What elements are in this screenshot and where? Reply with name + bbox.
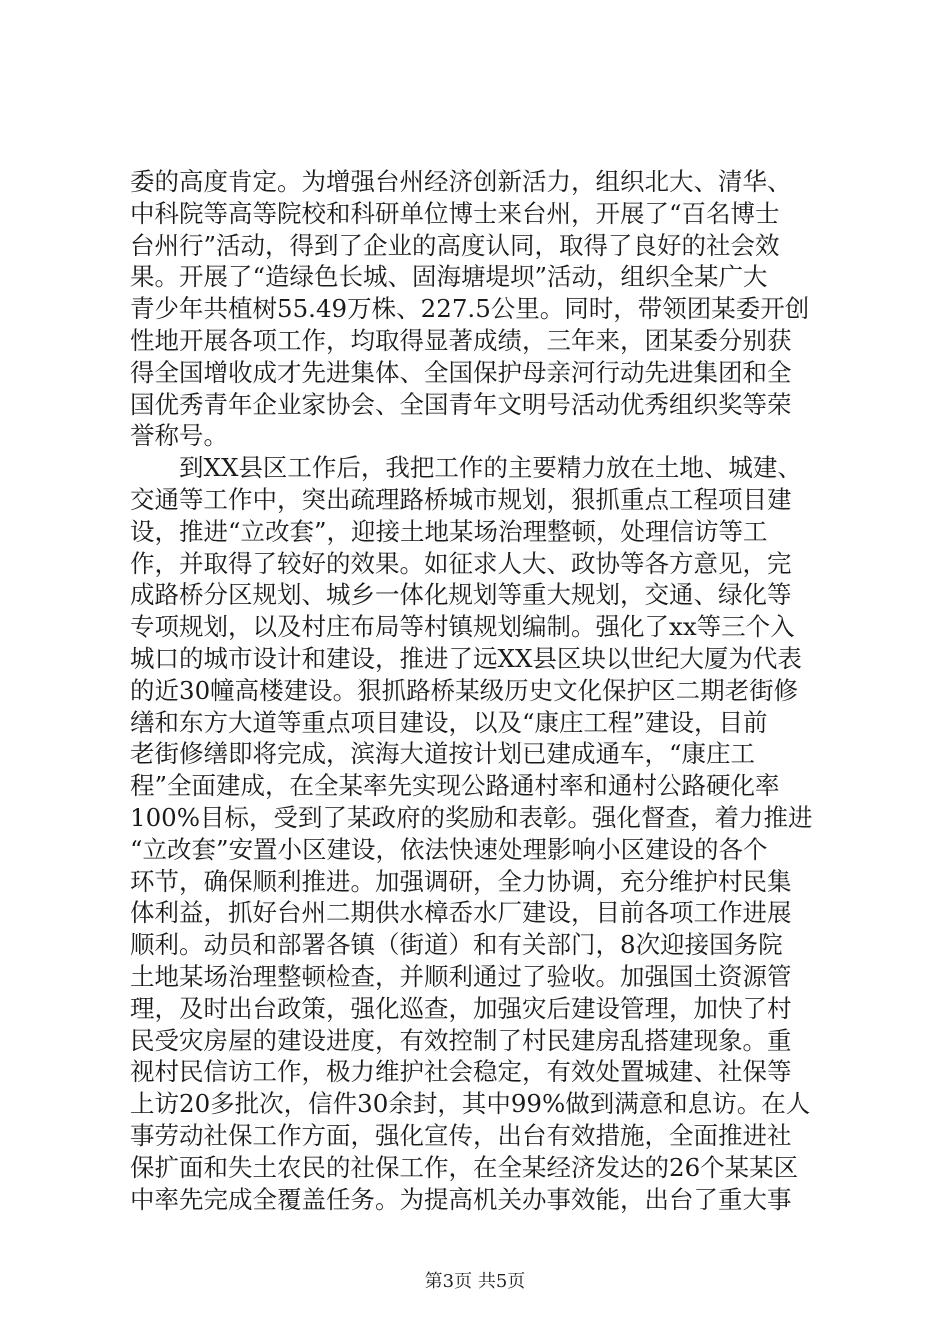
text-line: 得全国增收成才先进集体、全国保护母亲河行动先进集团和全 (130, 357, 792, 387)
text-line: 体利益，抓好台州二期供水樟岙水厂建设，目前各项工作进展 (130, 898, 792, 928)
text-line: 作，并取得了较好的效果。如征求人大、政协等各方意见，完 (130, 548, 792, 578)
text-line: 的近30幢高楼建设。狠抓路桥某级历史文化保护区二期老街修 (130, 675, 799, 705)
text-line: 专项规划，以及村庄布局等村镇规划编制。强化了xx等三个入 (130, 612, 795, 642)
text-line: 誉称号。 (130, 421, 228, 451)
text-line: 成路桥分区规划、城乡一体化规划等重大规划，交通、绿化等 (130, 580, 792, 610)
text-line: 中科院等高等院校和科研单位博士来台州，开展了“百名博士 (130, 198, 780, 228)
text-line: 环节，确保顺利推进。加强调研，全力协调，充分维护村民集 (130, 866, 792, 896)
text-line: 到XX县区工作后，我把工作的主要精力放在土地、城建、 (130, 453, 802, 483)
text-line: 缮和东方大道等重点项目建设，以及“康庄工程”建设，目前 (130, 707, 768, 737)
text-line: 视村民信访工作，极力维护社会稳定，有效处置城建、社保等 (130, 1057, 792, 1087)
text-line: 老街修缮即将完成，滨海大道按计划已建成通车，“康庄工 (130, 739, 756, 769)
text-line: 台州行”活动，得到了企业的高度认同，取得了良好的社会效 (130, 230, 780, 260)
text-line: 设，推进“立改套”，迎接土地某场治理整顿，处理信访等工 (130, 516, 768, 546)
text-line: 土地某场治理整顿检查，并顺利通过了验收。加强国土资源管 (130, 961, 792, 991)
text-line: 中率先完成全覆盖任务。为提高机关办事效能，出台了重大事 (130, 1184, 792, 1214)
text-line: 青少年共植树55.49万株、227.5公里。同时，带领团某委开创 (130, 294, 810, 324)
text-line: 顺利。动员和部署各镇（街道）和有关部门，8次迎接国务院 (130, 930, 783, 960)
text-line: 理，及时出台政策，强化巡查，加强灾后建设管理，加快了村 (130, 993, 792, 1023)
body-text (130, 166, 830, 1215)
text-line: 民受灾房屋的建设进度，有效控制了村民建房乱搭建现象。重 (130, 1025, 792, 1055)
text-line: 性地开展各项工作，均取得显著成绩，三年来，团某委分别获 (130, 325, 792, 355)
text-line: 事劳动社保工作方面，强化宣传，出台有效措施，全面推进社 (130, 1120, 792, 1150)
text-line: 上访20多批次，信件30余封，其中99%做到满意和息访。在人 (130, 1089, 811, 1119)
text-line: 交通等工作中，突出疏理路桥城市规划，狠抓重点工程项目建 (130, 484, 792, 514)
text-line: 国优秀青年企业家协会、全国青年文明号活动优秀组织奖等荣 (130, 389, 792, 419)
text-line: 果。开展了“造绿色长城、固海塘堤坝”活动，组织全某广大 (130, 262, 768, 292)
text-line: 保扩面和失土农民的社保工作，在全某经济发达的26个某某区 (130, 1152, 799, 1182)
text-line: 程”全面建成，在全某率先实现公路通村率和通村公路硬化率 (130, 771, 780, 801)
text-line: 委的高度肯定。为增强台州经济创新活力，组织北大、清华、 (130, 167, 792, 196)
page-footer (0, 1270, 950, 1294)
page-number-label: 第3页 共5页 (424, 1271, 526, 1292)
text-line: 100%目标，受到了某政府的奖励和表彰。强化督查，着力推进 (130, 802, 813, 832)
text-line: 城口的城市设计和建设，推进了远XX县区块以世纪大厦为代表 (130, 643, 802, 673)
text-line: “立改套”安置小区建设，依法快速处理影响小区建设的各个 (130, 834, 768, 864)
